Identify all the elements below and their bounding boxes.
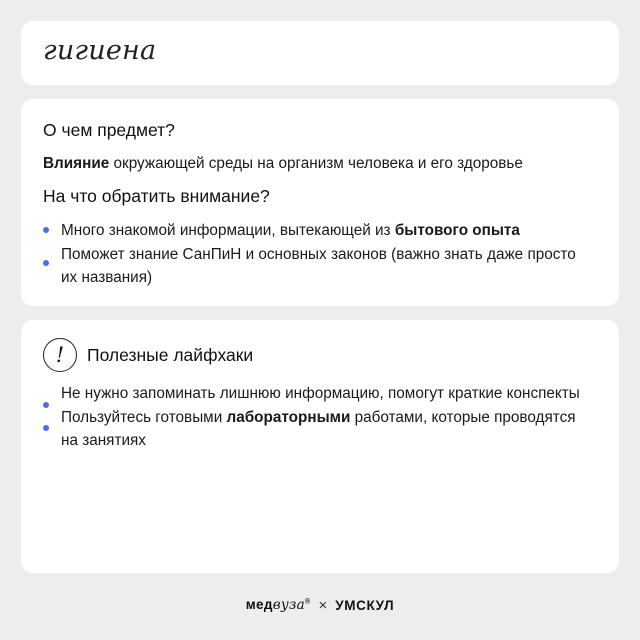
brand-medvuza-logo: медвуза® xyxy=(245,597,311,613)
tips-card xyxy=(21,320,619,573)
list-item: Много знакомой информации, вытекающей из бытового опыта xyxy=(43,219,583,242)
separator-icon: × xyxy=(318,596,328,614)
exclamation-icon: ! xyxy=(43,338,77,372)
bullet-icon xyxy=(43,260,49,266)
tips-heading: Полезные лайфхаки xyxy=(87,345,254,365)
brand-umskul-logo: УМСКУЛ xyxy=(335,597,395,613)
list-item: Не нужно запоминать лишнюю информацию, помогут краткие конспекты xyxy=(43,382,583,405)
list-item: Пользуйтесь готовыми лабораторными работами, которые проводятся на занятиях xyxy=(43,406,583,452)
subject-lead xyxy=(43,152,603,175)
page-title: гигиена xyxy=(43,35,157,66)
title-card xyxy=(21,21,619,85)
attention-heading: На что обратить внимание? xyxy=(43,186,270,206)
lead-rest: окружающей среды на организм человека и его здоровье xyxy=(109,155,523,172)
attention-list xyxy=(43,219,583,289)
tips-list xyxy=(43,382,583,452)
subject-card xyxy=(21,99,619,306)
bullet-icon xyxy=(43,227,49,233)
subject-question: О чем предмет? xyxy=(43,120,175,140)
lead-bold: Влияние xyxy=(43,155,110,172)
footer-brands xyxy=(0,594,640,616)
list-item: Поможет знание СанПиН и основных законов (важно знать даже просто их названия) xyxy=(43,243,583,289)
bullet-icon xyxy=(43,425,49,431)
